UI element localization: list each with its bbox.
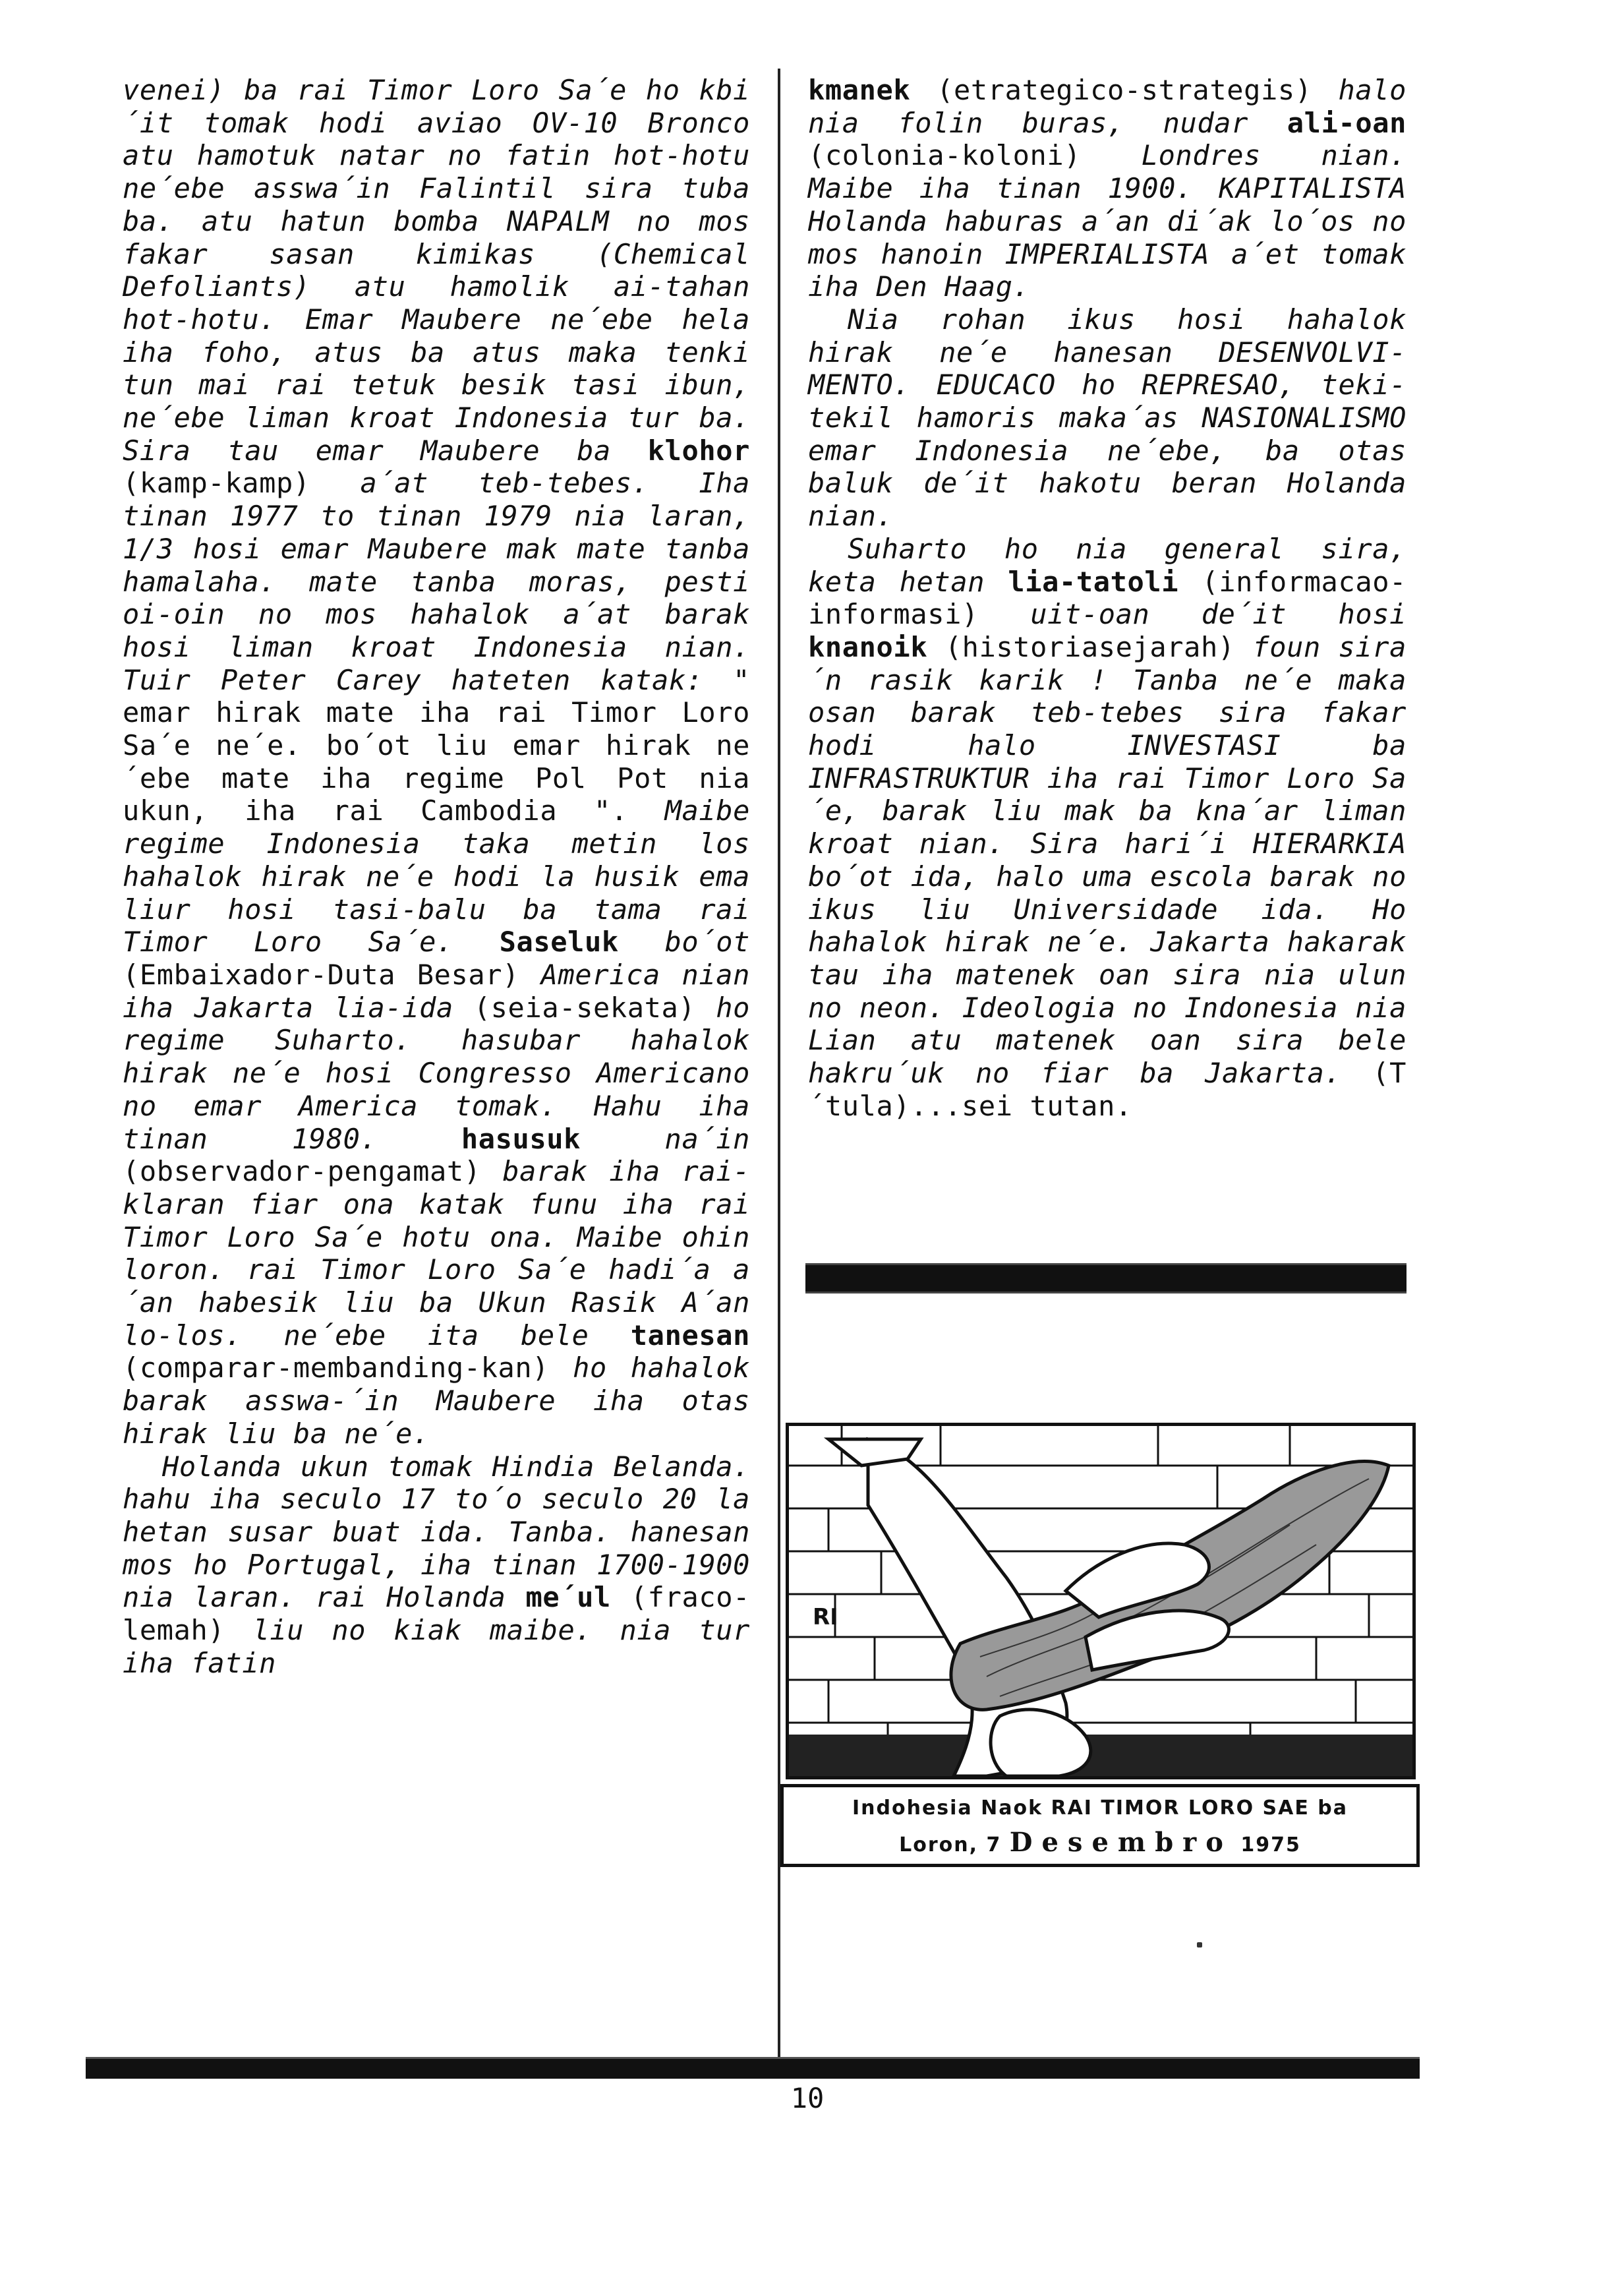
- section-rule: [805, 1263, 1406, 1293]
- left-paragraph-2: Holanda ukun tomak Hindia Belanda. hahu iha seculo 17 to´o seculo 20 la hetan susar buat ida. Tanba. hanesan mos ho Portugal, iha tinan 1700-1900 nia laran. rai Holanda me´ul (fraco-lemah) liu no kiak maibe. nia tur iha fatin: [123, 1450, 750, 1679]
- caption-month: Desembro: [1009, 1827, 1232, 1858]
- cartoon-caption: [780, 1784, 1420, 1867]
- caption-line-2: [784, 1826, 1416, 1862]
- right-paragraph-1: kmanek (etrategico-strategis) halo nia folin buras, nudar ali-oan (colonia-koloni) Londres nian. Maibe iha tinan 1900. KAPITALISTA Holanda haburas a´an di´ak lo´os no mos hanoin IMPERIALISTA a´et tomak iha Den Haag.: [808, 74, 1406, 303]
- right-paragraph-3: Suharto ho nia general sira, keta hetan lia-tatoli (informacao-informasi) uit-oan de´it hosi knanoik (historiasejarah) foun sira´n rasik karik ! Tanba ne´e maka osan barak teb-tebes sira fakar hodi halo INVESTASI ba INFRASTRUKTUR iha rai Timor Loro Sa´e, barak liu mak ba kna´ar liman kroat nian. Sira hari´i HIERARKIA bo´ot ida, halo uma escola barak no ikus liu Universidade ida. Ho hahalok hirak ne´e. Jakarta hakarak tau iha matenek oan sira nia ulun no neon. Ideologia no Indonesia nia Lian atu matenek oan sira bele hakru´uk no fiar ba Jakarta. (T´tula)...sei tutan.: [808, 532, 1407, 1122]
- right-column: [808, 74, 1406, 1123]
- cartoon-ri-label: RI: [813, 1604, 838, 1630]
- footer-rule: [86, 2057, 1420, 2079]
- column-divider: [778, 69, 780, 2057]
- left-paragraph-1: venei) ba rai Timor Loro Sa´e ho kbi´it tomak hodi aviao OV-10 Bronco atu hamotuk natar no fatin hot-hotu ne´ebe asswa´in Falintil sira tuba ba. atu hatun bomba NAPALM no mos fakar sasan kimikas (Chemical Defoliants) atu hamolik ai-tahan hot-hotu. Emar Maubere ne´ebe hela iha foho, atus ba atus maka tenki tun mai rai tetuk besik tasi ibun, ne´ebe liman kroat Indonesia tur ba. Sira tau emar Maubere ba klohor (kamp-kamp) a´at teb-tebes. Iha tinan 1977 to tinan 1979 nia laran, 1/3 hosi emar Maubere mak mate tanba hamalaha. mate tanba moras, pesti oi-oin no mos hahalok a´at barak hosi liman kroat Indonesia nian. Tuir Peter Carey hateten katak: " emar hirak mate iha rai Timor Loro Sa´e ne´e. bo´ot liu emar hirak ne´ebe mate iha regime Pol Pot nia ukun, iha rai Cambodia ". Maibe regime Indonesia taka metin los hahalok hirak ne´e hodi la husik ema liur hosi tasi-balu ba tama rai Timor Loro Sa´e. Saseluk bo´ot (Embaixador-Duta Besar) America nian iha Jakarta lia-ida (seia-sekata) ho regime Suharto. hasubar hahalok hirak ne´e hosi Congresso Americano no emar America tomak. Hahu iha tinan 1980. hasusuk na´in (observador-pengamat) barak iha rai-klaran fiar ona katak funu iha rai Timor Loro Sa´e hotu ona. Maibe ohin loron. rai Timor Loro Sa´e hadi´a a´an habesik liu ba Ukun Rasik A´an lo-los. ne´ebe ita bele tanesan (comparar-membanding-kan) ho hahalok barak asswa-´in Maubere iha otas hirak liu ba ne´e.: [123, 74, 751, 1450]
- cartoon-drawing: [789, 1426, 1412, 1776]
- right-paragraph-2: Nia rohan ikus hosi hahalok hirak ne´e hanesan DESENVOLVI-MENTO. EDUCACO ho REPRESAO, teki-tekil hamoris maka´as NASIONALISMO emar Indonesia ne´ebe, ba otas baluk de´it hakotu beran Holanda nian.: [808, 303, 1406, 533]
- caption-year: 1975: [1240, 1833, 1301, 1857]
- cartoon-illustration: [786, 1423, 1416, 1779]
- left-column: [123, 74, 750, 1679]
- stray-mark: [1197, 1942, 1202, 1947]
- caption-date-prefix: Loron, 7: [899, 1833, 1002, 1857]
- page-number: 10: [790, 2082, 825, 2114]
- caption-line-1: Indohesia Naok RAI TIMOR LORO SAE ba: [852, 1797, 1348, 1820]
